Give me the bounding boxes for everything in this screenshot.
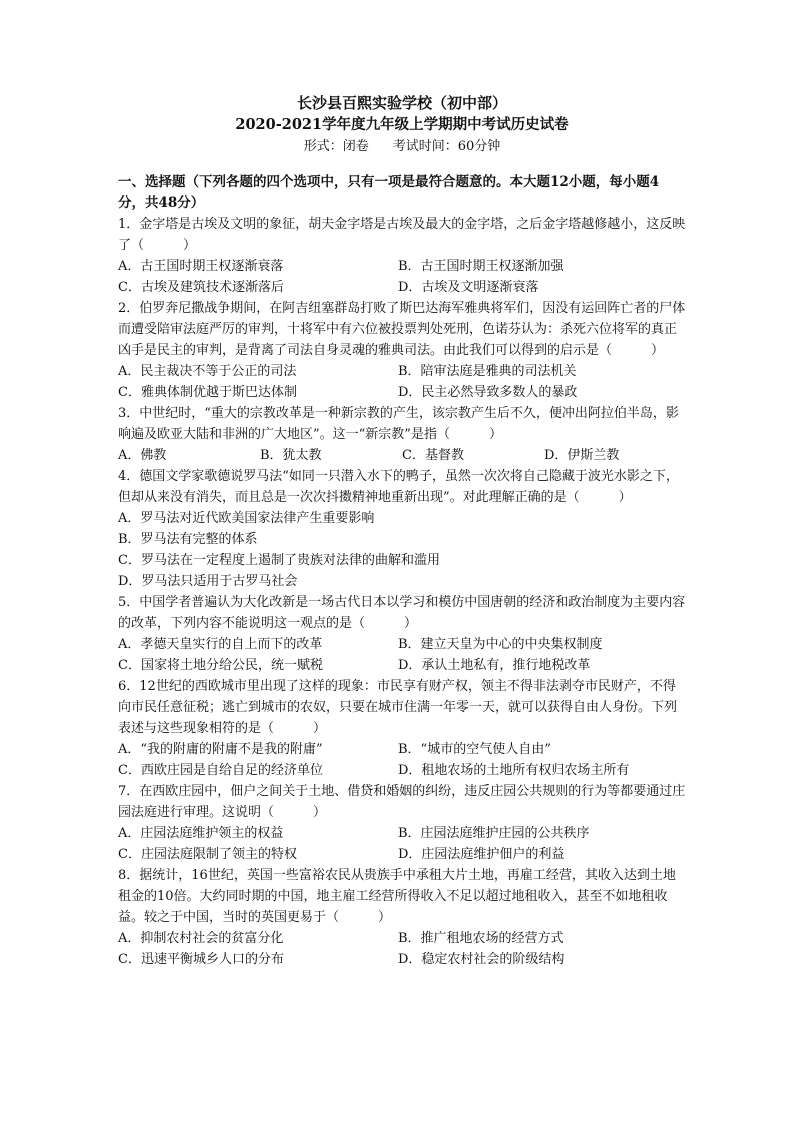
question-options (118, 361, 686, 403)
exam-page (118, 92, 686, 970)
question-stem: 8．据统计，16世纪，英国一些富裕农民从贵族手中承租大片土地，再雇工经营，其收入达到土地租金的10倍。大约同时期的中国，地主雇工经营所得收入不足以超过地租收入，甚至不如地租收益。较之于中国，当时的英国更易于（ ） (118, 868, 676, 925)
option: B．罗马法有完整的体系 (118, 532, 258, 547)
question-options (118, 445, 686, 466)
option: D．庄园法庭维护佃户的利益 (398, 847, 565, 862)
question-stem: 2．伯罗奔尼撒战争期间，在阿吉纽塞群岛打败了斯巴达海军雅典将军们，因没有运回阵亡者的尸体而遭受陪审法庭严厉的审判，十将军中有六位被投票判处死刑，色诺芬认为：杀死六位将军的真正凶手是民主的审判，是背离了司法自身灵魂的雅典司法。由此我们可以得到的启示是（ ） (118, 301, 686, 358)
option: D．罗马法只适用于古罗马社会 (118, 574, 298, 589)
option: A．古王国时期王权逐渐衰落 (118, 259, 284, 274)
question-options (118, 634, 686, 676)
option: D．古埃及文明逐渐衰落 (398, 280, 539, 295)
option: D．民主必然导致多数人的暴政 (398, 385, 578, 400)
option: B．庄园法庭维护庄园的公共秩序 (398, 826, 590, 841)
exam-form: 形式：闭卷 (303, 139, 369, 154)
question-stem: 6．12世纪的西欧城市里出现了这样的现象：市民享有财产权，领主不得非法剥夺市民财产，不得向市民任意征税；逃亡到城市的农奴，只要在城市住满一年零一天，就可以获得自由人身份。下列表述与这些现象相符的是（ ） (118, 679, 678, 736)
question-options (118, 256, 686, 298)
option: C．西欧庄园是自给自足的经济单位 (118, 763, 323, 778)
option: C．迅速平衡城乡人口的分布 (118, 952, 284, 967)
option: D．租地农场的土地所有权归农场主所有 (398, 763, 630, 778)
question-options (118, 823, 686, 865)
question-stem: 3．中世纪时，“重大的宗教改革是一种新宗教的产生，该宗教产生后不久，便冲出阿拉伯半岛，影响遍及欧亚大陆和非洲的广大地区”。这一“新宗教”是指（ ） (118, 406, 679, 442)
option: A．佛教 (118, 448, 167, 463)
option: B．建立天皇为中心的中央集权制度 (398, 637, 603, 652)
school-title: 长沙县百熙实验学校（初中部） (296, 94, 507, 112)
question-options (118, 739, 686, 781)
section-heading: 一、选择题（下列各题的四个选项中，只有一项是最符合题意的。本大题12小题，每小题4分，共48分） (118, 174, 660, 211)
option: A．民主裁决不等于公正的司法 (118, 364, 297, 379)
exam-meta (118, 136, 686, 158)
question-options (118, 928, 686, 970)
option: C．国家将土地分给公民，统一赋税 (118, 658, 323, 673)
exam-title: 2020-2021学年度九年级上学期期中考试历史试卷 (235, 116, 569, 133)
option: C．古埃及建筑技术逐渐落后 (118, 280, 284, 295)
option: B．陪审法庭是雅典的司法机关 (398, 364, 577, 379)
option: D．稳定农村社会的阶级结构 (398, 952, 565, 967)
exam-time: 考试时间：60分钟 (392, 139, 501, 154)
option: C．基督教 (402, 448, 464, 463)
option: B．古王国时期王权逐渐加强 (398, 259, 564, 274)
option: D．承认土地私有，推行地税改革 (398, 658, 591, 673)
option: A．罗马法对近代欧美国家法律产生重要影响 (118, 511, 375, 526)
question-stem: 4．德国文学家歌德说罗马法“如同一只潜入水下的鸭子，虽然一次次将自己隐藏于波光水影之下，但却从来没有消失，而且总是一次次抖擞精神地重新出现”。对此理解正确的是（ ） (118, 469, 679, 505)
option: A．孝德天皇实行的自上而下的改革 (118, 637, 323, 652)
option: C．罗马法在一定程度上遏制了贵族对法律的曲解和滥用 (118, 553, 440, 568)
option: C．庄园法庭限制了领主的特权 (118, 847, 297, 862)
option: C．雅典体制优越于斯巴达体制 (118, 385, 297, 400)
option: A．抑制农村社会的贫富分化 (118, 931, 284, 946)
option: A．庄园法庭维护领主的权益 (118, 826, 284, 841)
option: B．“城市的空气使人自由” (398, 742, 551, 757)
question-stem: 7．在西欧庄园中，佃户之间关于土地、借贷和婚姻的纠纷，违反庄园公共规则的行为等都要通过庄园法庭进行审理。这说明（ ） (118, 784, 686, 820)
option: A．“我的附庸的附庸不是我的附庸” (118, 742, 323, 757)
question-stem: 5．中国学者普遍认为大化改新是一场古代日本以学习和模仿中国唐朝的经济和政治制度为主要内容的改革，下列内容不能说明这一观点的是（ ） (118, 595, 686, 631)
option: B．犹太教 (260, 448, 322, 463)
option: B．推广租地农场的经营方式 (398, 931, 564, 946)
question-stem: 1．金字塔是古埃及文明的象征，胡夫金字塔是古埃及最大的金字塔，之后金字塔越修越小，这反映了（ ） (118, 217, 686, 253)
option: D．伊斯兰教 (544, 448, 620, 463)
